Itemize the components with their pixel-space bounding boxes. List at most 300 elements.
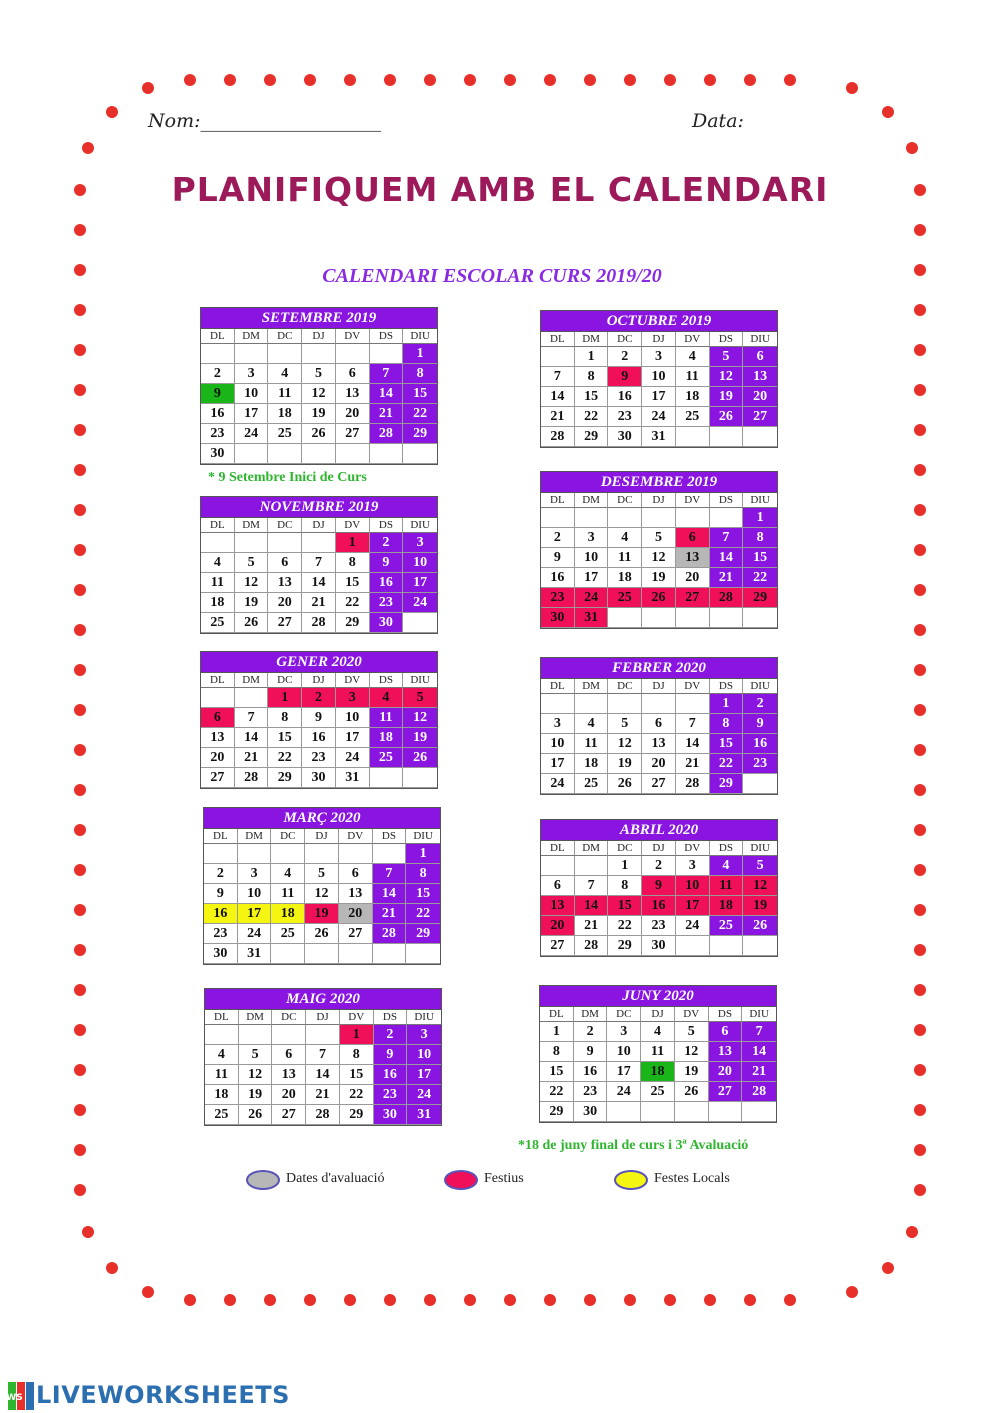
- calendar-day: 24: [407, 1085, 441, 1105]
- calendar-day: 22: [575, 407, 609, 427]
- calendar-empty-cell: [541, 856, 575, 876]
- border-dot: [384, 74, 396, 86]
- weekday-header: DJ: [302, 329, 336, 344]
- border-dot: [74, 424, 86, 436]
- calendar-day: 4: [676, 347, 710, 367]
- calendar-day: 25: [641, 1082, 675, 1102]
- calendar-day: 10: [235, 384, 269, 404]
- calendar-month-title: MAIG 2020: [205, 989, 441, 1010]
- border-dot: [74, 1144, 86, 1156]
- calendar-day: 22: [268, 748, 302, 768]
- weekday-header: DC: [608, 493, 642, 508]
- calendar-empty-cell: [373, 844, 407, 864]
- border-dot: [74, 1184, 86, 1196]
- calendar-day: 14: [370, 384, 404, 404]
- calendar-day: 3: [607, 1022, 641, 1042]
- border-dot: [784, 74, 796, 86]
- calendar-day: 17: [407, 1065, 441, 1085]
- calendar-day: 2: [370, 533, 404, 553]
- calendar-day: 17: [676, 896, 710, 916]
- calendar-day: 16: [370, 573, 404, 593]
- calendar-month-title: ABRIL 2020: [541, 820, 777, 841]
- calendar-day: 6: [642, 714, 676, 734]
- border-dot: [914, 784, 926, 796]
- calendar-day: 12: [302, 384, 336, 404]
- calendar-empty-cell: [268, 444, 302, 464]
- calendar-empty-cell: [575, 694, 609, 714]
- calendar-empty-cell: [336, 444, 370, 464]
- calendar-empty-cell: [205, 1025, 239, 1045]
- calendar-day: 24: [642, 407, 676, 427]
- calendar-empty-cell: [676, 936, 710, 956]
- calendar-day: 22: [403, 404, 437, 424]
- calendar-day: 17: [403, 573, 437, 593]
- calendar-day: 7: [373, 864, 407, 884]
- calendar-day: 15: [575, 387, 609, 407]
- border-dot: [584, 74, 596, 86]
- calendar-day: 28: [575, 936, 609, 956]
- border-dot: [544, 74, 556, 86]
- calendar-empty-cell: [675, 1102, 709, 1122]
- calendar-day: 9: [541, 548, 575, 568]
- calendar-day: 20: [743, 387, 777, 407]
- calendar-day: 24: [676, 916, 710, 936]
- calendar-day: 15: [403, 384, 437, 404]
- calendar-day: 10: [541, 734, 575, 754]
- weekday-header: DV: [336, 518, 370, 533]
- calendar-day: 7: [306, 1045, 340, 1065]
- calendar-day: 30: [608, 427, 642, 447]
- weekday-header: DM: [235, 329, 269, 344]
- calendar-day: 30: [541, 608, 575, 628]
- calendar-day: 16: [574, 1062, 608, 1082]
- calendar-day: 15: [268, 728, 302, 748]
- calendar-day: 10: [336, 708, 370, 728]
- calendar-day: 15: [406, 884, 440, 904]
- calendar-day: 30: [370, 613, 404, 633]
- border-dot: [264, 74, 276, 86]
- calendar-day: 18: [710, 896, 744, 916]
- border-dot: [624, 74, 636, 86]
- calendar-day: 10: [575, 548, 609, 568]
- border-dot: [74, 304, 86, 316]
- border-dot: [504, 74, 516, 86]
- calendar-empty-cell: [710, 427, 744, 447]
- border-dot: [624, 1294, 636, 1306]
- calendar-empty-cell: [403, 613, 437, 633]
- calendar-day: 28: [302, 613, 336, 633]
- calendar-day: 24: [403, 593, 437, 613]
- calendar-day: 14: [541, 387, 575, 407]
- calendar-empty-cell: [676, 608, 710, 628]
- calendar-grid: [205, 1010, 441, 1125]
- weekday-header: DL: [201, 673, 235, 688]
- border-dot: [744, 74, 756, 86]
- calendar-day: 25: [271, 924, 305, 944]
- weekday-header: DM: [575, 493, 609, 508]
- calendar-empty-cell: [710, 508, 744, 528]
- page-subtitle: CALENDARI ESCOLAR CURS 2019/20: [322, 265, 662, 287]
- border-dot: [344, 1294, 356, 1306]
- calendar-day: 12: [642, 548, 676, 568]
- weekday-header: DL: [541, 332, 575, 347]
- calendar-day: 1: [608, 856, 642, 876]
- calendar-empty-cell: [575, 856, 609, 876]
- weekday-header: DC: [608, 679, 642, 694]
- note-course-end: *18 de juny final de curs i 3ª Avaluació: [518, 1138, 749, 1153]
- border-dot: [914, 304, 926, 316]
- calendar-day: 6: [541, 876, 575, 896]
- calendar-empty-cell: [302, 444, 336, 464]
- calendar-day: 11: [271, 884, 305, 904]
- calendar-empty-cell: [743, 936, 777, 956]
- calendar-day: 18: [575, 754, 609, 774]
- calendar-day: 22: [340, 1085, 374, 1105]
- calendar-day: 20: [676, 568, 710, 588]
- calendar-day: 12: [235, 573, 269, 593]
- calendar-empty-cell: [201, 344, 235, 364]
- calendar-empty-cell: [336, 344, 370, 364]
- calendar-day: 11: [205, 1065, 239, 1085]
- calendar-day: 19: [743, 896, 777, 916]
- calendar-day: 15: [710, 734, 744, 754]
- legend-holiday-swatch: [444, 1170, 478, 1190]
- calendar-day: 10: [403, 553, 437, 573]
- legend-evaluation-swatch: [246, 1170, 280, 1190]
- calendar-abril-2020: [540, 819, 778, 957]
- weekday-header: DIU: [743, 332, 777, 347]
- calendar-day: 10: [642, 367, 676, 387]
- weekday-header: DS: [710, 493, 744, 508]
- calendar-day: 1: [336, 533, 370, 553]
- border-dot: [906, 142, 918, 154]
- border-dot: [914, 624, 926, 636]
- weekday-header: DM: [575, 679, 609, 694]
- calendar-day: 27: [642, 774, 676, 794]
- calendar-grid: [201, 673, 437, 788]
- border-dot: [914, 504, 926, 516]
- calendar-day: 5: [302, 364, 336, 384]
- border-dot: [846, 1286, 858, 1298]
- calendar-month-title: JUNY 2020: [540, 986, 776, 1007]
- border-dot: [142, 1286, 154, 1298]
- calendar-day: 8: [608, 876, 642, 896]
- calendar-grid: [540, 1007, 776, 1122]
- calendar-grid: [201, 329, 437, 464]
- weekday-header: DC: [268, 673, 302, 688]
- calendar-day: 14: [710, 548, 744, 568]
- weekday-header: DIU: [743, 679, 777, 694]
- calendar-day: 12: [743, 876, 777, 896]
- calendar-day: 11: [608, 548, 642, 568]
- calendar-day: 21: [710, 568, 744, 588]
- calendar-day: 27: [709, 1082, 743, 1102]
- calendar-day: 28: [235, 768, 269, 788]
- calendar-day: 1: [406, 844, 440, 864]
- calendar-grid: [204, 829, 440, 964]
- border-dot: [914, 544, 926, 556]
- border-dot: [784, 1294, 796, 1306]
- calendar-day: 16: [204, 904, 238, 924]
- calendar-day: 19: [642, 568, 676, 588]
- calendar-day: 10: [238, 884, 272, 904]
- calendar-day: 6: [272, 1045, 306, 1065]
- calendar-day: 21: [235, 748, 269, 768]
- border-dot: [74, 904, 86, 916]
- calendar-day: 8: [575, 367, 609, 387]
- calendar-day: 12: [305, 884, 339, 904]
- calendar-day: 11: [201, 573, 235, 593]
- calendar-day: 19: [710, 387, 744, 407]
- calendar-day: 25: [201, 613, 235, 633]
- weekday-header: DL: [541, 841, 575, 856]
- calendar-day: 28: [710, 588, 744, 608]
- weekday-header: DL: [541, 493, 575, 508]
- border-dot: [184, 1294, 196, 1306]
- calendar-day: 30: [201, 444, 235, 464]
- calendar-day: 6: [336, 364, 370, 384]
- calendar-empty-cell: [271, 844, 305, 864]
- calendar-day: 2: [302, 688, 336, 708]
- calendar-day: 4: [370, 688, 404, 708]
- calendar-month-title: FEBRER 2020: [541, 658, 777, 679]
- calendar-empty-cell: [302, 344, 336, 364]
- calendar-day: 9: [302, 708, 336, 728]
- calendar-grid: [541, 841, 777, 956]
- border-dot: [74, 864, 86, 876]
- calendar-day: 18: [676, 387, 710, 407]
- calendar-day: 17: [336, 728, 370, 748]
- calendar-day: 16: [743, 734, 777, 754]
- calendar-day: 3: [238, 864, 272, 884]
- calendar-day: 2: [204, 864, 238, 884]
- calendar-grid: [201, 518, 437, 633]
- calendar-day: 12: [675, 1042, 709, 1062]
- calendar-day: 26: [675, 1082, 709, 1102]
- calendar-novembre-2019: [200, 496, 438, 634]
- weekday-header: DS: [709, 1007, 743, 1022]
- calendar-day: 27: [339, 924, 373, 944]
- calendar-month-title: DESEMBRE 2019: [541, 472, 777, 493]
- calendar-day: 12: [239, 1065, 273, 1085]
- calendar-day: 14: [575, 896, 609, 916]
- calendar-empty-cell: [676, 694, 710, 714]
- border-dot: [74, 1064, 86, 1076]
- border-dot: [74, 1104, 86, 1116]
- calendar-day: 2: [374, 1025, 408, 1045]
- calendar-empty-cell: [239, 1025, 273, 1045]
- calendar-day: 22: [710, 754, 744, 774]
- border-dot: [74, 504, 86, 516]
- weekday-header: DJ: [305, 829, 339, 844]
- calendar-day: 27: [268, 613, 302, 633]
- calendar-day: 9: [642, 876, 676, 896]
- border-dot: [914, 1104, 926, 1116]
- calendar-month-title: NOVEMBRE 2019: [201, 497, 437, 518]
- calendar-day: 3: [642, 347, 676, 367]
- weekday-header: DIU: [743, 841, 777, 856]
- border-dot: [914, 864, 926, 876]
- calendar-day: 14: [676, 734, 710, 754]
- calendar-day: 29: [268, 768, 302, 788]
- calendar-day: 5: [675, 1022, 709, 1042]
- calendar-maig-2020: [204, 988, 442, 1126]
- calendar-day: 21: [373, 904, 407, 924]
- weekday-header: DV: [676, 493, 710, 508]
- calendar-day: 31: [407, 1105, 441, 1125]
- calendar-day: 23: [743, 754, 777, 774]
- calendar-month-title: MARÇ 2020: [204, 808, 440, 829]
- calendar-empty-cell: [268, 533, 302, 553]
- calendar-day: 9: [608, 367, 642, 387]
- calendar-day: 25: [268, 424, 302, 444]
- calendar-day: 13: [642, 734, 676, 754]
- legend-holiday-label: Festius: [484, 1171, 524, 1186]
- calendar-day: 29: [406, 924, 440, 944]
- border-dot: [74, 344, 86, 356]
- border-dot: [914, 464, 926, 476]
- calendar-day: 31: [336, 768, 370, 788]
- calendar-day: 4: [641, 1022, 675, 1042]
- calendar-day: 23: [541, 588, 575, 608]
- calendar-day: 19: [302, 404, 336, 424]
- calendar-day: 5: [403, 688, 437, 708]
- calendar-day: 28: [541, 427, 575, 447]
- weekday-header: DL: [540, 1007, 574, 1022]
- calendar-day: 31: [575, 608, 609, 628]
- border-dot: [74, 824, 86, 836]
- border-dot: [914, 1024, 926, 1036]
- calendar-day: 6: [268, 553, 302, 573]
- border-dot: [704, 74, 716, 86]
- weekday-header: DIU: [407, 1010, 441, 1025]
- calendar-day: 7: [575, 876, 609, 896]
- calendar-day: 2: [642, 856, 676, 876]
- calendar-day: 22: [540, 1082, 574, 1102]
- weekday-header: DV: [336, 329, 370, 344]
- weekday-header: DL: [204, 829, 238, 844]
- border-dot: [664, 1294, 676, 1306]
- weekday-header: DM: [574, 1007, 608, 1022]
- weekday-header: DJ: [642, 493, 676, 508]
- border-dot: [914, 904, 926, 916]
- weekday-header: DC: [608, 841, 642, 856]
- weekday-header: DC: [268, 518, 302, 533]
- calendar-day: 26: [743, 916, 777, 936]
- calendar-day: 9: [574, 1042, 608, 1062]
- calendar-day: 13: [272, 1065, 306, 1085]
- calendar-empty-cell: [743, 427, 777, 447]
- calendar-day: 19: [403, 728, 437, 748]
- border-dot: [914, 424, 926, 436]
- calendar-empty-cell: [339, 844, 373, 864]
- calendar-day: 27: [201, 768, 235, 788]
- calendar-empty-cell: [641, 1102, 675, 1122]
- calendar-day: 23: [642, 916, 676, 936]
- border-dot: [74, 944, 86, 956]
- logo-letter-1: LWS: [1, 1393, 23, 1403]
- calendar-day: 30: [642, 936, 676, 956]
- border-dot: [464, 74, 476, 86]
- calendar-empty-cell: [743, 608, 777, 628]
- calendar-day: 3: [541, 714, 575, 734]
- calendar-febrer-2020: [540, 657, 778, 795]
- date-label: Data:: [692, 110, 744, 132]
- calendar-day: 27: [336, 424, 370, 444]
- calendar-day: 19: [608, 754, 642, 774]
- calendar-day: 31: [238, 944, 272, 964]
- calendar-day: 27: [743, 407, 777, 427]
- calendar-day: 17: [575, 568, 609, 588]
- weekday-header: DV: [340, 1010, 374, 1025]
- weekday-header: DV: [676, 679, 710, 694]
- calendar-day: 20: [709, 1062, 743, 1082]
- calendar-day: 9: [743, 714, 777, 734]
- calendar-day: 11: [676, 367, 710, 387]
- calendar-day: 23: [204, 924, 238, 944]
- calendar-empty-cell: [339, 944, 373, 964]
- border-dot: [914, 224, 926, 236]
- calendar-empty-cell: [608, 608, 642, 628]
- calendar-empty-cell: [710, 936, 744, 956]
- calendar-day: 8: [403, 364, 437, 384]
- border-dot: [384, 1294, 396, 1306]
- calendar-month-title: OCTUBRE 2019: [541, 311, 777, 332]
- calendar-empty-cell: [608, 508, 642, 528]
- calendar-day: 11: [641, 1042, 675, 1062]
- weekday-header: DS: [373, 829, 407, 844]
- weekday-header: DJ: [302, 673, 336, 688]
- border-dot: [914, 1144, 926, 1156]
- calendar-empty-cell: [676, 427, 710, 447]
- border-dot: [184, 74, 196, 86]
- footer-brand: LIVEWORKSHEETS: [36, 1381, 290, 1409]
- calendar-day: 21: [676, 754, 710, 774]
- calendar-day: 8: [710, 714, 744, 734]
- calendar-day: 5: [305, 864, 339, 884]
- calendar-day: 6: [709, 1022, 743, 1042]
- calendar-day: 23: [370, 593, 404, 613]
- calendar-day: 7: [235, 708, 269, 728]
- calendar-day: 8: [336, 553, 370, 573]
- calendar-day: 14: [306, 1065, 340, 1085]
- calendar-empty-cell: [370, 444, 404, 464]
- calendar-day: 4: [608, 528, 642, 548]
- calendar-day: 15: [336, 573, 370, 593]
- weekday-header: DC: [271, 829, 305, 844]
- calendar-day: 25: [205, 1105, 239, 1125]
- calendar-day: 29: [743, 588, 777, 608]
- weekday-header: DM: [235, 673, 269, 688]
- calendar-day: 13: [743, 367, 777, 387]
- calendar-day: 2: [608, 347, 642, 367]
- calendar-day: 10: [607, 1042, 641, 1062]
- border-dot: [74, 224, 86, 236]
- calendar-day: 16: [642, 896, 676, 916]
- weekday-header: DIU: [743, 493, 777, 508]
- weekday-header: DL: [541, 679, 575, 694]
- calendar-day: 28: [370, 424, 404, 444]
- calendar-day: 12: [403, 708, 437, 728]
- calendar-day: 8: [743, 528, 777, 548]
- calendar-day: 6: [339, 864, 373, 884]
- weekday-header: DM: [238, 829, 272, 844]
- calendar-day: 19: [675, 1062, 709, 1082]
- weekday-header: DJ: [642, 679, 676, 694]
- border-dot: [504, 1294, 516, 1306]
- calendar-day: 26: [403, 748, 437, 768]
- calendar-day: 9: [370, 553, 404, 573]
